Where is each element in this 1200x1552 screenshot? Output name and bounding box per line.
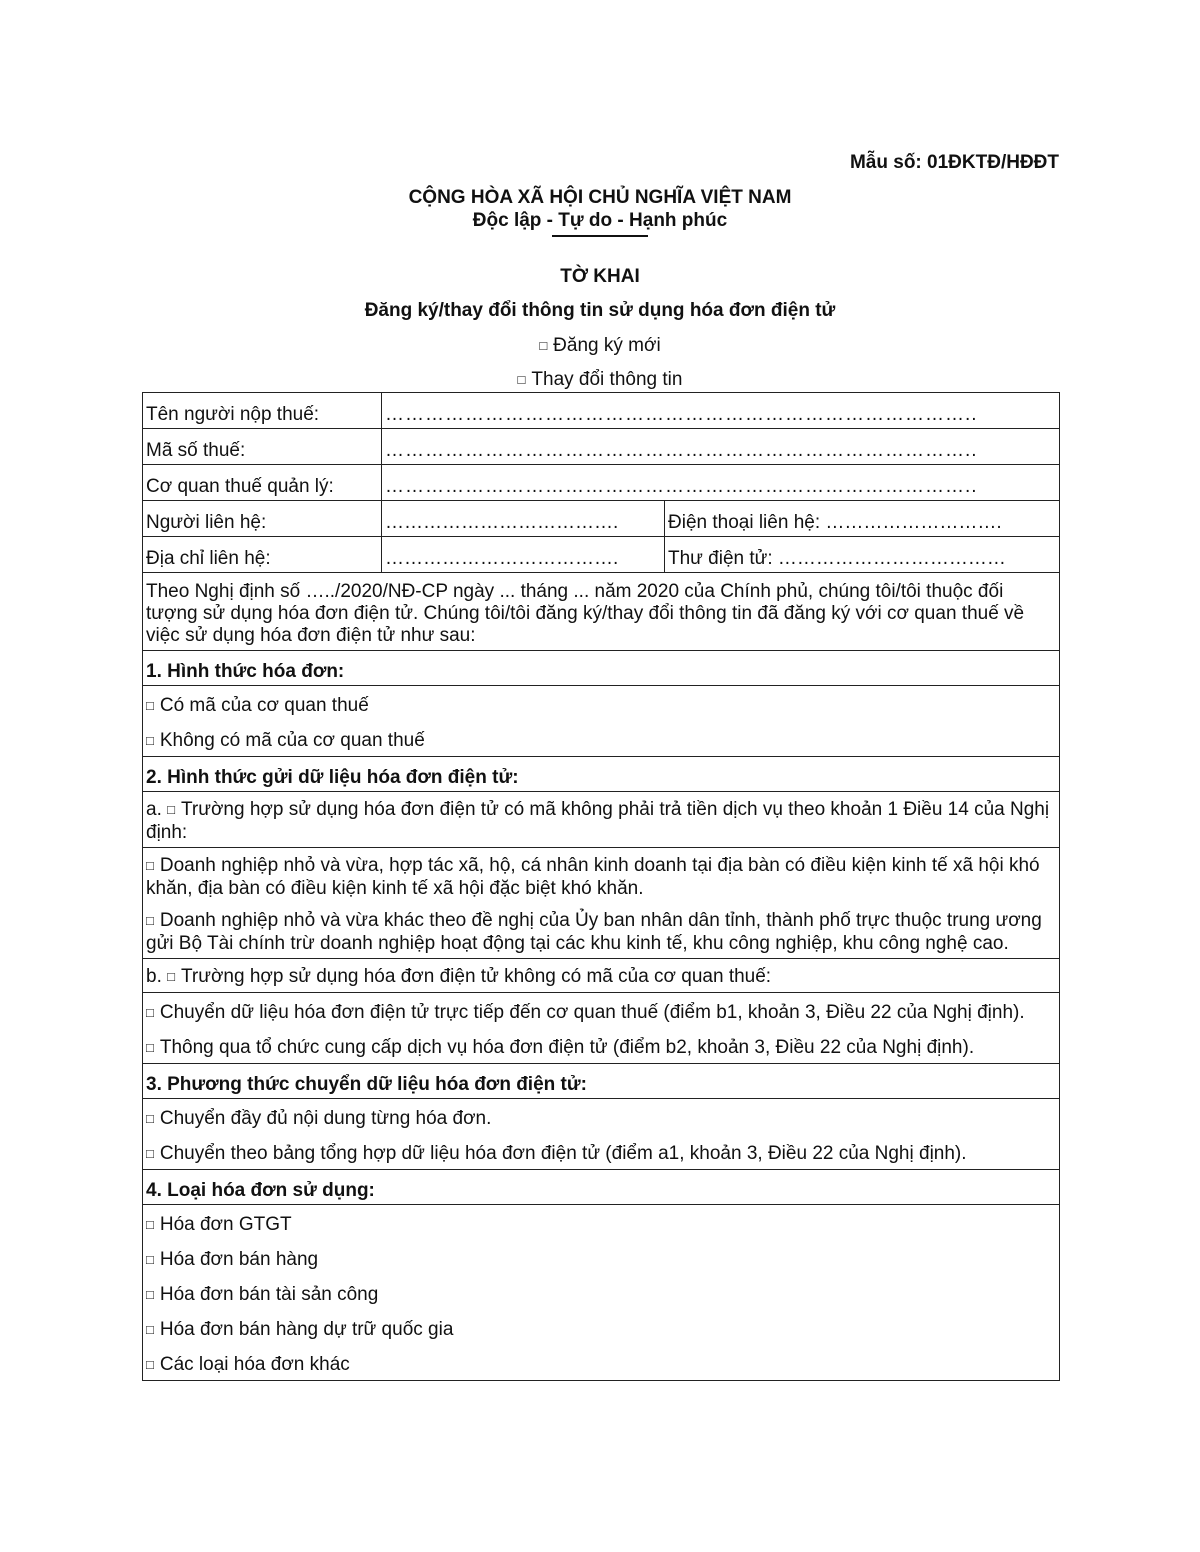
option-4-public-assets[interactable]: □ Hóa đơn bán tài sản công <box>146 1284 379 1305</box>
option-4-national-reserve[interactable]: □ Hóa đơn bán hàng dự trữ quốc gia <box>146 1319 454 1340</box>
row-tax-code <box>143 429 1060 465</box>
row-section2-a <box>143 792 1060 848</box>
row-section1-heading <box>143 651 1060 686</box>
form-code: Mẫu số: 01ĐKTĐ/HĐĐT <box>849 152 1059 173</box>
checkbox-icon[interactable]: □ <box>146 1322 154 1337</box>
document-title: TỜ KHAI <box>560 266 640 287</box>
section1-heading: 1. Hình thức hóa đơn: <box>143 651 1060 686</box>
option-label: Đăng ký mới <box>553 335 661 356</box>
option-change-info[interactable] <box>0 369 1200 391</box>
option-2a-other-business[interactable]: □ Doanh nghiệp nhỏ và vừa khác theo đề nghị của Ủy ban nhân dân tỉnh, thành phố trực thuộc trung ương gửi Bộ Tài chính trừ doanh nghiệp hoạt động tại các khu kinh tế, khu công nghiệp, khu công nghệ cao. <box>146 910 1042 954</box>
option-4-sales[interactable]: □ Hóa đơn bán hàng <box>146 1249 319 1270</box>
checkbox-icon[interactable]: □ <box>146 1111 154 1126</box>
option-3-summary[interactable]: □ Chuyển theo bảng tổng hợp dữ liệu hóa đơn điện tử (điểm a1, khoản 3, Điều 22 của Nghị định). <box>146 1143 967 1164</box>
option-2a-small-business[interactable]: □ Doanh nghiệp nhỏ và vừa, hợp tác xã, hộ, cá nhân kinh doanh tại địa bàn có điều kiện kinh tế xã hội khó khăn, địa bàn có điều kiện kinh tế xã hội đặc biệt khó khăn. <box>146 855 1040 899</box>
taxpayer-name-field[interactable]: …………………………………………………………………………….. <box>382 393 1060 429</box>
option-new-registration[interactable] <box>0 335 1200 357</box>
row-section2-b-options <box>143 993 1060 1064</box>
contact-address-label: Địa chỉ liên hệ: <box>143 537 382 573</box>
nation-title: CỘNG HÒA XÃ HỘI CHỦ NGHĨA VIỆT NAM <box>408 187 792 208</box>
tax-code-label: Mã số thuế: <box>143 429 382 465</box>
row-section2-heading <box>143 757 1060 792</box>
checkbox-icon[interactable]: □ <box>146 913 154 928</box>
row-section2-a-options <box>143 848 1060 959</box>
contact-person-field[interactable]: ………………………………. <box>382 501 665 536</box>
option-2b[interactable]: b. □ Trường hợp sử dụng hóa đơn điện tử không có mã của cơ quan thuế: <box>146 966 772 987</box>
option-2a[interactable]: a. □ Trường hợp sử dụng hóa đơn điện tử có mã không phải trả tiền dịch vụ theo khoản 1 Điều 14 của Nghị định: <box>146 799 1050 843</box>
row-contact-person <box>143 501 1060 537</box>
checkbox-icon[interactable]: □ <box>517 372 526 387</box>
header-rule <box>552 235 648 237</box>
row-section4-heading <box>143 1170 1060 1205</box>
contact-phone-field[interactable]: Điện thoại liên hệ: ………………………. <box>668 512 1002 533</box>
taxpayer-name-label: Tên người nộp thuế: <box>143 393 382 429</box>
option-without-tax-code[interactable]: □ Không có mã của cơ quan thuế <box>146 730 425 751</box>
declaration-table <box>142 392 1060 1381</box>
tax-code-field[interactable]: …………………………………………………………………………….. <box>382 429 1060 465</box>
checkbox-icon[interactable]: □ <box>146 1146 154 1161</box>
row-section3-options <box>143 1099 1060 1170</box>
intro-paragraph: Theo Nghị định số …../2020/NĐ-CP ngày ... tháng ... năm 2020 của Chính phủ, chúng tôi/tôi thuộc đối tượng sử dụng hóa đơn điện tử. Chúng tôi/tôi đăng ký/thay đổi thông tin đã đăng ký với cơ quan thuế về việc sử dụng hóa đơn điện tử như sau: <box>143 573 1060 651</box>
row-section4-options <box>143 1205 1060 1381</box>
checkbox-icon[interactable]: □ <box>146 1252 154 1267</box>
option-label: Thay đổi thông tin <box>531 369 683 390</box>
checkbox-icon[interactable]: □ <box>146 1040 154 1055</box>
option-3-full[interactable]: □ Chuyển đầy đủ nội dung từng hóa đơn. <box>146 1108 492 1129</box>
row-contact-address <box>143 537 1060 573</box>
row-taxpayer-name <box>143 393 1060 429</box>
checkbox-icon[interactable]: □ <box>146 1005 154 1020</box>
contact-person-label: Người liên hệ: <box>143 501 382 537</box>
row-section1-options <box>143 686 1060 757</box>
section2-heading: 2. Hình thức gửi dữ liệu hóa đơn điện tử: <box>143 757 1060 792</box>
section4-heading: 4. Loại hóa đơn sử dụng: <box>143 1170 1060 1205</box>
checkbox-icon[interactable]: □ <box>167 802 175 817</box>
document-subtitle: Đăng ký/thay đổi thông tin sử dụng hóa đơn điện tử <box>364 300 836 321</box>
tax-office-field[interactable]: …………………………………………………………………………….. <box>382 465 1060 501</box>
email-field[interactable]: Thư điện tử: ……………………………… <box>668 548 1006 569</box>
section3-heading: 3. Phương thức chuyển dữ liệu hóa đơn điện tử: <box>143 1064 1060 1099</box>
option-2b-direct[interactable]: □ Chuyển dữ liệu hóa đơn điện tử trực tiếp đến cơ quan thuế (điểm b1, khoản 3, Điều 22 của Nghị định). <box>146 1002 1025 1023</box>
national-header <box>0 186 1200 237</box>
checkbox-icon[interactable]: □ <box>146 1357 154 1372</box>
checkbox-icon[interactable]: □ <box>167 969 175 984</box>
checkbox-icon[interactable]: □ <box>146 1217 154 1232</box>
checkbox-icon[interactable]: □ <box>146 858 154 873</box>
row-intro <box>143 573 1060 651</box>
motto: Độc lập - Tự do - Hạnh phúc <box>472 210 728 231</box>
row-tax-office <box>143 465 1060 501</box>
tax-office-label: Cơ quan thuế quản lý: <box>143 465 382 501</box>
checkbox-icon[interactable]: □ <box>539 338 548 353</box>
checkbox-icon[interactable]: □ <box>146 733 154 748</box>
contact-address-field[interactable]: ………………………………. <box>382 537 665 572</box>
option-4-other[interactable]: □ Các loại hóa đơn khác <box>146 1354 350 1375</box>
row-section2-b <box>143 959 1060 993</box>
row-section3-heading <box>143 1064 1060 1099</box>
checkbox-icon[interactable]: □ <box>146 1287 154 1302</box>
option-2b-provider[interactable]: □ Thông qua tổ chức cung cấp dịch vụ hóa đơn điện tử (điểm b2, khoản 3, Điều 22 của Nghị định). <box>146 1037 975 1058</box>
checkbox-icon[interactable]: □ <box>146 698 154 713</box>
option-4-vat[interactable]: □ Hóa đơn GTGT <box>146 1214 292 1235</box>
option-with-tax-code[interactable]: □ Có mã của cơ quan thuế <box>146 695 369 716</box>
